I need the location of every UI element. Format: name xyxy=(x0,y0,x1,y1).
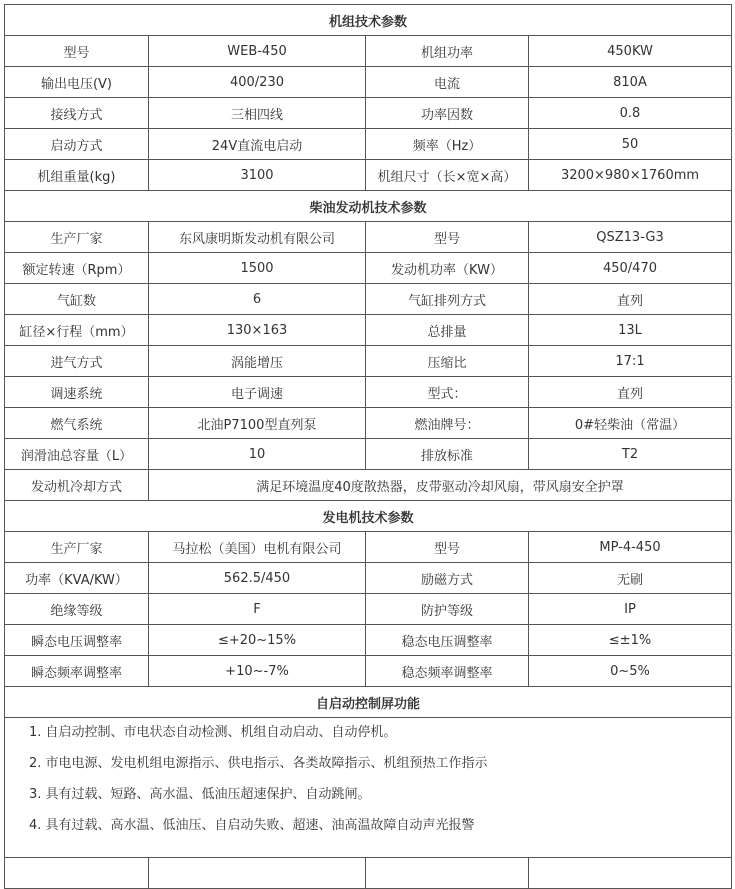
param-label: 气缸排列方式 xyxy=(366,284,529,315)
param-label: 生产厂家 xyxy=(5,532,149,563)
param-label: 发动机冷却方式 xyxy=(5,470,149,501)
empty-cell xyxy=(529,858,732,889)
param-value: 3200×980×1760mm xyxy=(529,160,732,191)
param-label: 机组尺寸（长×宽×高） xyxy=(366,160,529,191)
param-value: 562.5/450 xyxy=(149,563,366,594)
param-label: 机组重量(kg) xyxy=(5,160,149,191)
param-value: 17:1 xyxy=(529,346,732,377)
param-label: 进气方式 xyxy=(5,346,149,377)
list-item: 4. 具有过载、高水温、低油压、自启动失败、超速、油高温故障自动声光报警 xyxy=(29,818,475,833)
param-value: 无刷 xyxy=(529,563,732,594)
generator-row xyxy=(5,625,732,656)
param-label: 电流 xyxy=(366,67,529,98)
param-value: T2 xyxy=(529,439,732,470)
param-label: 瞬态频率调整率 xyxy=(5,656,149,687)
param-label: 接线方式 xyxy=(5,98,149,129)
engine-row xyxy=(5,346,732,377)
engine-row xyxy=(5,253,732,284)
param-value: MP-4-450 xyxy=(529,532,732,563)
control-section-title: 自启动控制屏功能 xyxy=(5,687,732,718)
param-label: 型号 xyxy=(366,532,529,563)
param-value: 直列 xyxy=(529,284,732,315)
list-item: 3. 具有过载、短路、高水温、低油压超速保护、自动跳闸。 xyxy=(29,787,371,802)
unit-row xyxy=(5,67,732,98)
param-value: 3100 xyxy=(149,160,366,191)
param-label: 燃气系统 xyxy=(5,408,149,439)
param-value: WEB-450 xyxy=(149,36,366,67)
engine-row xyxy=(5,284,732,315)
param-label: 功率因数 xyxy=(366,98,529,129)
param-value: 满足环境温度40度散热器，皮带驱动冷却风扇，带风扇安全护罩 xyxy=(149,470,732,501)
generator-row xyxy=(5,563,732,594)
engine-row xyxy=(5,377,732,408)
param-label: 型式： xyxy=(366,377,529,408)
param-value: 6 xyxy=(149,284,366,315)
param-label: 总排量 xyxy=(366,315,529,346)
param-value: 1500 xyxy=(149,253,366,284)
empty-cell xyxy=(5,858,149,889)
param-value: +10~-7% xyxy=(149,656,366,687)
engine-section-title: 柴油发动机技术参数 xyxy=(5,191,732,222)
control-function-list xyxy=(5,718,732,858)
param-label: 型号 xyxy=(5,36,149,67)
unit-section-title: 机组技术参数 xyxy=(5,5,732,36)
unit-row xyxy=(5,98,732,129)
param-value: ≤+20~15% xyxy=(149,625,366,656)
unit-row xyxy=(5,160,732,191)
param-label: 型号 xyxy=(366,222,529,253)
spec-table xyxy=(4,4,732,889)
param-label: 机组功率 xyxy=(366,36,529,67)
unit-row xyxy=(5,36,732,67)
param-value: 450KW xyxy=(529,36,732,67)
engine-row xyxy=(5,222,732,253)
unit-row xyxy=(5,129,732,160)
param-value: 直列 xyxy=(529,377,732,408)
param-value: 0~5% xyxy=(529,656,732,687)
param-value: 810A xyxy=(529,67,732,98)
engine-row xyxy=(5,439,732,470)
generator-row xyxy=(5,656,732,687)
param-value: 130×163 xyxy=(149,315,366,346)
param-label: 额定转速（Rpm） xyxy=(5,253,149,284)
param-label: 压缩比 xyxy=(366,346,529,377)
param-label: 稳态电压调整率 xyxy=(366,625,529,656)
empty-cell xyxy=(149,858,366,889)
param-label: 润滑油总容量（L） xyxy=(5,439,149,470)
param-label: 稳态频率调整率 xyxy=(366,656,529,687)
param-value: 涡能增压 xyxy=(149,346,366,377)
param-label: 瞬态电压调整率 xyxy=(5,625,149,656)
param-label: 排放标准 xyxy=(366,439,529,470)
param-value: 13L xyxy=(529,315,732,346)
engine-row xyxy=(5,315,732,346)
param-value: 0#轻柴油（常温） xyxy=(529,408,732,439)
param-label: 燃油牌号： xyxy=(366,408,529,439)
param-label: 启动方式 xyxy=(5,129,149,160)
generator-row xyxy=(5,594,732,625)
param-value: 马拉松（美国）电机有限公司 xyxy=(149,532,366,563)
empty-cell xyxy=(366,858,529,889)
engine-row xyxy=(5,408,732,439)
param-value: 北油P7100型直列泵 xyxy=(149,408,366,439)
param-label: 输出电压(V) xyxy=(5,67,149,98)
generator-row xyxy=(5,532,732,563)
param-value: 0.8 xyxy=(529,98,732,129)
param-value: 东风康明斯发动机有限公司 xyxy=(149,222,366,253)
param-label: 功率（KVA/KW） xyxy=(5,563,149,594)
list-item: 1. 自启动控制、市电状态自动检测、机组自动启动、自动停机。 xyxy=(29,725,397,740)
param-label: 防护等级 xyxy=(366,594,529,625)
list-item: 2. 市电电源、发电机组电源指示、供电指示、各类故障指示、机组预热工作指示 xyxy=(29,756,488,771)
param-value: QSZ13-G3 xyxy=(529,222,732,253)
param-label: 气缸数 xyxy=(5,284,149,315)
param-label: 频率（Hz） xyxy=(366,129,529,160)
param-label: 绝缘等级 xyxy=(5,594,149,625)
param-label: 励磁方式 xyxy=(366,563,529,594)
param-label: 生产厂家 xyxy=(5,222,149,253)
param-label: 缸径×行程（mm） xyxy=(5,315,149,346)
param-value: 10 xyxy=(149,439,366,470)
param-value: IP xyxy=(529,594,732,625)
param-label: 发动机功率（KW） xyxy=(366,253,529,284)
param-value: 三相四线 xyxy=(149,98,366,129)
param-value: 电子调速 xyxy=(149,377,366,408)
param-value: F xyxy=(149,594,366,625)
param-value: 450/470 xyxy=(529,253,732,284)
param-value: 50 xyxy=(529,129,732,160)
param-value: 400/230 xyxy=(149,67,366,98)
param-value: ≤±1% xyxy=(529,625,732,656)
generator-section-title: 发电机技术参数 xyxy=(5,501,732,532)
param-label: 调速系统 xyxy=(5,377,149,408)
param-value: 24V直流电启动 xyxy=(149,129,366,160)
